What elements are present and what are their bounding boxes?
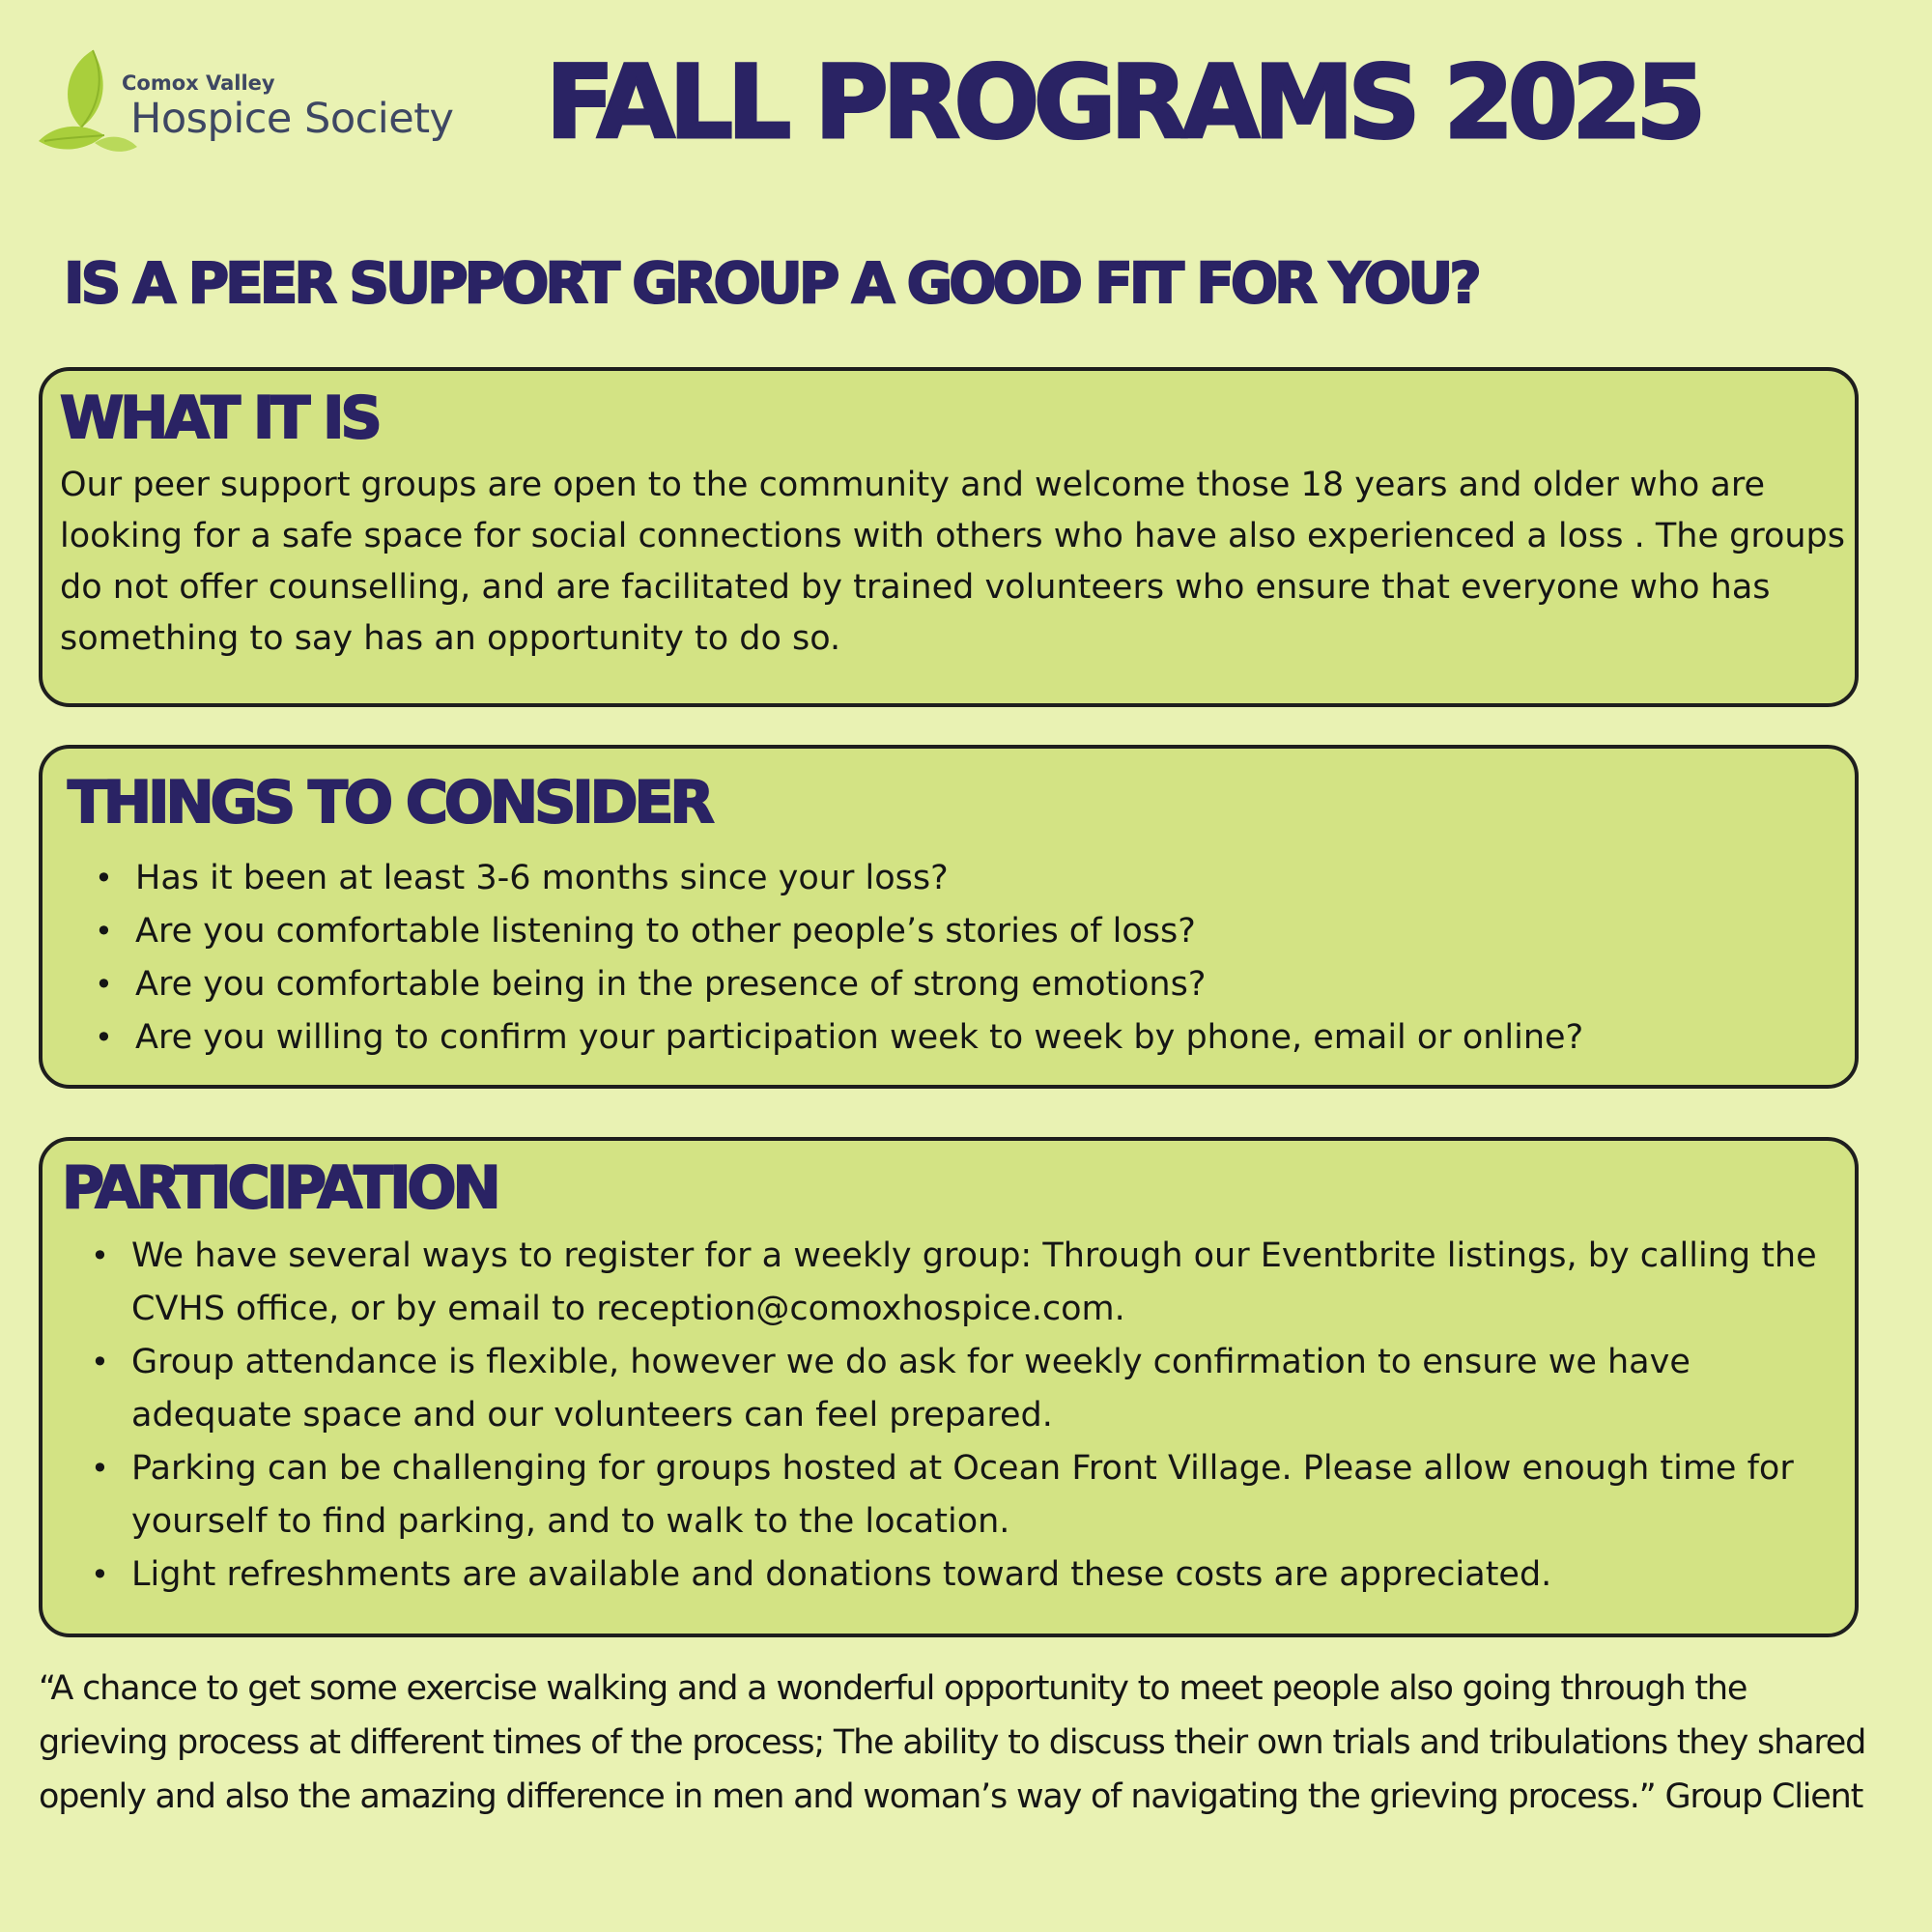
things-to-consider-section [39, 745, 1859, 1089]
list-item [91, 1230, 1832, 1336]
list-item-text: Are you comfortable listening to other people’s stories of loss? [135, 912, 1196, 951]
list-item-text: Light refreshments are available and donations toward these costs are appreciated. [131, 1555, 1552, 1594]
bullet-icon: • [91, 1556, 109, 1593]
page-title: FALL PROGRAMS 2025 [546, 43, 1701, 161]
participation-section [39, 1137, 1859, 1637]
list-item [95, 958, 1835, 1011]
leaf-icon [37, 46, 143, 158]
list-item-text: We have several ways to register for a weekly group: Through our Eventbrite listings, by calling the CVHS office, or by email to reception@comoxhospice.com. [131, 1236, 1817, 1328]
list-item [95, 1011, 1835, 1065]
things-to-consider-heading: THINGS TO CONSIDER [68, 769, 711, 837]
bullet-icon: • [95, 860, 113, 896]
list-item [91, 1548, 1832, 1602]
client-testimonial-quote: “A chance to get some exercise walking and a wonderful opportunity to meet people also going through the grieving process at different times of the process; The ability to discuss their own trials and tribulations they shared openly and also the amazing difference in men and woman’s way of navigating the grieving process.” Group Client [39, 1669, 1866, 1816]
list-item-text: Are you comfortable being in the presence of strong emotions? [135, 965, 1207, 1004]
bullet-icon: • [91, 1344, 109, 1380]
logo-org-name: Hospice Society [130, 95, 454, 143]
bullet-icon: • [95, 913, 113, 950]
bullet-icon: • [95, 1019, 113, 1056]
what-it-is-body: Our peer support groups are open to the community and welcome those 18 years and older who are looking for a safe space for social connections with others who have also experienced a loss . The groups do not offer counselling, and are facilitated by trained volunteers who ensure that everyone who has something to say has an opportunity to do so. [60, 466, 1845, 658]
what-it-is-section [39, 367, 1859, 707]
logo-org-location: Comox Valley [122, 71, 275, 95]
page-subtitle: IS A PEER SUPPORT GROUP A GOOD FIT FOR YOU? [64, 250, 1478, 316]
bullet-icon: • [91, 1237, 109, 1274]
list-item [95, 852, 1835, 905]
list-item-text: Parking can be challenging for groups hosted at Ocean Front Village. Please allow enough time for yourself to find parking, and to walk to the location. [131, 1449, 1794, 1541]
participation-list [91, 1230, 1832, 1602]
things-to-consider-list [95, 852, 1835, 1065]
list-item [91, 1442, 1832, 1548]
what-it-is-heading: WHAT IT IS [60, 384, 379, 452]
bullet-icon: • [95, 966, 113, 1003]
logo [37, 46, 462, 158]
list-item-text: Group attendance is flexible, however we do ask for weekly confirmation to ensure we have adequate space and our volunteers can feel prepared. [131, 1343, 1690, 1435]
participation-heading: PARTICIPATION [62, 1154, 497, 1222]
list-item-text: Are you willing to confirm your participation week to week by phone, email or online? [135, 1018, 1584, 1057]
bullet-icon: • [91, 1450, 109, 1487]
list-item [91, 1336, 1832, 1442]
list-item [95, 905, 1835, 958]
list-item-text: Has it been at least 3-6 months since your loss? [135, 859, 949, 897]
